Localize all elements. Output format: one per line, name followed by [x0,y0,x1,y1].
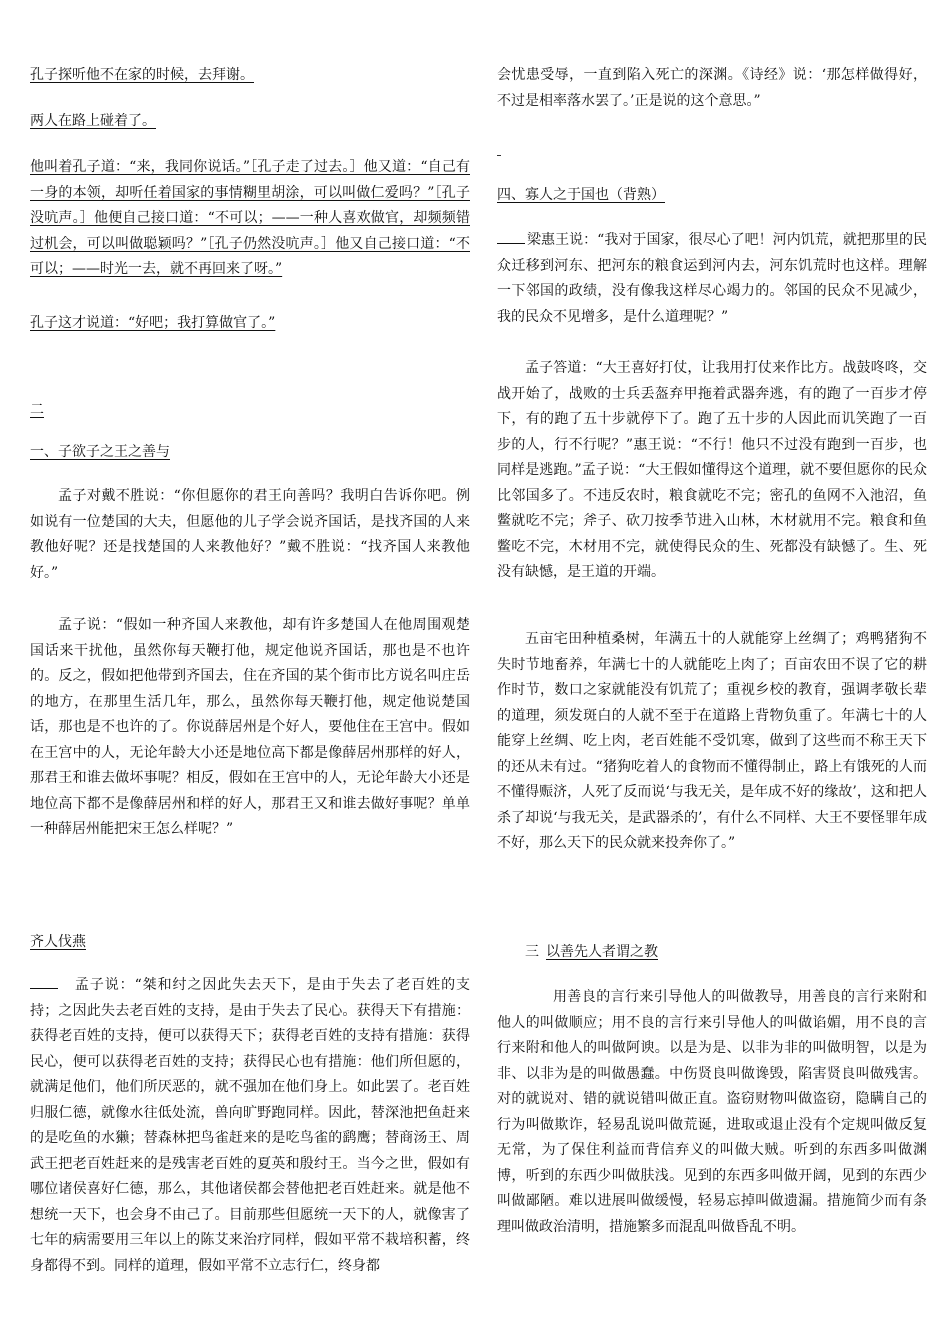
right-paragraph-5: 用善良的言行来引导他人的叫做教导，用善良的言行来附和他人的叫做顺应；用不良的言行来引导他人的叫做谄媚，用不良的言行来附和他人的叫做阿谀。以是为是、以非为非的叫做明智，以是为非、以非为是的叫做愚蠢。中伤贤良叫做谗毁，陷害贤良叫做残害。对的就说对、错的就说错叫做正直。盗窃财物叫做盗窃，隐瞒自己的行为叫做欺诈，轻易乱说叫做荒诞，进取或退止没有个定规叫做反复无常，为了保住利益而背信弃义的叫做大贼。听到的东西多叫做渊博，听到的东西少叫做肤浅。见到的东西多叫做开阔，见到的东西少叫做鄙陋。难以进展叫做缓慢，轻易忘掉叫做遗漏。措施简少而有条理叫做政治清明，措施繁多而混乱叫做昏乱不明。 [497,989,927,1235]
section-mark: 二 [30,402,44,418]
left-paragraph-1: 孔子探听他不在家的时候，去拜谢。 [30,67,254,83]
heading-qi-ren-fa-yan: 齐人伐燕 [30,934,86,950]
right-paragraph-2-text: 梁惠王说：“我对于国家，很尽心了吧！河内饥荒，就把那里的民众迁移到河东、把河东的粮食运到河内去，河东饥荒时也这样。理解一下邻国的政绩，没有像我这样尽心竭力的。邻国的民众不见减少，我的民众不见增多，是什么道理呢？” [497,232,927,325]
right-paragraph-2 [497,228,927,330]
blank-line [30,975,58,989]
left-paragraph-7-text: 孟子说：“桀和纣之因此失去天下，是由于失去了老百姓的支持；之因此失去老百姓的支持，是由于失去了民心。获得天下有措施：获得老百姓的支持，便可以获得天下；获得老百姓的支持有措施：获得民心，便可以获得老百姓的支持；获得民心也有措施：他们所但愿的，就满足他们，他们所厌恶的，就不强加在他们身上。如此罢了。老百姓归服仁德，就像水往低处流，兽向旷野跑同样。因此，替深池把鱼赶来的是吃鱼的水獭；替森林把鸟雀赶来的是吃鸟雀的鹞鹰；替商汤王、周武王把老百姓赶来的是残害老百姓的夏英和殷纣王。当今之世，假如有哪位诸侯喜好仁德，那么，其他诸侯都会替他把老百姓赶来。就是他不想统一天下，也会身不由己了。目前那些但愿统一天下的人，就像害了七年的病需要用三年以上的陈艾来治疗同样，假如平常不栽培积蓄，终身都得不到。同样的道理，假如平常不立志行仁，终身都 [30,977,470,1274]
stray-mark [497,155,501,156]
heading-yi-shan-xian-ren [497,940,927,966]
left-paragraph-2: 两人在路上碰着了。 [30,113,156,129]
right-paragraph-4: 五亩宅田种植桑树，年满五十的人就能穿上丝绸了；鸡鸭猪狗不失时节地畜养，年满七十的人就能吃上肉了；百亩农田不误了它的耕作时节，数口之家就能没有饥荒了；重视乡校的教育，强调孝敬长辈的道理，须发斑白的人就不至于在道路上背物负重了。年满七十的人能穿上丝绸、吃上肉，老百姓能不受饥寒，做到了这些而不称王天下的还从未有过。“猪狗吃着人的食物而不懂得制止，路上有饿死的人而不懂得赈济，人死了反而说‘与我无关，是年成不好的缘故’，这和把人杀了却说‘与我无关，是武器杀的’，有什么不同样、大王不要怪罪年成不好，那么天下的民众就来投奔你了。” [497,631,927,851]
left-paragraph-4: 孔子这才说道：“好吧；我打算做官了。” [30,315,276,331]
heading-number: 三 [525,944,539,960]
heading-zi-yu-zi-zhi-wang: 一、子欲子之王之善与 [30,444,170,460]
left-paragraph-6: 孟子说：“假如一种齐国人来教他，却有许多楚国人在他周围观楚国话来干扰他，虽然你每天鞭打他，规定他说齐国话，那也是不也许的。反之，假如把他带到齐国去，住在齐国的某个街市比方说名叫庄岳的地方，在那里生活几年，那么，虽然你每天鞭打他，规定他说楚国话，那也是不也许的了。你说薛居州是个好人，要他住在王宫中。假如在王宫中的人，无论年龄大小还是地位高下都是像薛居州那样的好人，那君王和谁去做坏事呢？相反，假如在王宫中的人，无论年龄大小还是地位高下都不是像薛居州和样的好人，那君王又和谁去做好事呢？单单一种薛居州能把宋王怎么样呢？” [30,617,470,837]
right-paragraph-3: 孟子答道：“大王喜好打仗，让我用打仗来作比方。战鼓咚咚，交战开始了，战败的士兵丢盔弃甲拖着武器奔逃，有的跑了一百步才停下，有的跑了五十步就停下了。跑了五十步的人因此而讥笑跑了一百步的人，行不行呢？”惠王说：“不行！他只不过没有跑到一百步，也同样是逃跑。”孟子说：“大王假如懂得这个道理，就不要但愿你的民众比邻国多了。不违反农时，粮食就吃不完；密孔的鱼网不入池沼，鱼鳖就吃不完；斧子、砍刀按季节进入山林，木材就用不完。粮食和鱼鳖吃不完，木材用不完，就使得民众的生、死都没有缺憾了。生、死没有缺憾，是王道的开端。 [497,360,927,580]
heading-gua-ren-zhi-yu-guo: 四、寡人之于国也（背熟） [497,187,665,203]
left-paragraph-7 [30,973,470,1279]
right-paragraph-1: 会忧患受辱，一直到陷入死亡的深渊。《诗经》说：‘那怎样做得好，不过是相率落水罢了。’正是说的这个意思。” [497,67,927,109]
left-paragraph-5: 孟子对戴不胜说：“你但愿你的君王向善吗？我明白告诉你吧。例如说有一位楚国的大夫，但愿他的儿子学会说齐国话，是找齐国的人来教他好呢？还是找楚国的人来教他好？”戴不胜说：“找齐国人来教他好。” [30,488,470,581]
left-paragraph-3: 他叫着孔子道：“来，我同你说话。”［孔子走了过去。］他又道：“自己有一身的本领，却听任着国家的事情糊里胡涂，可以叫做仁爱吗？”［孔子没吭声。］他便自己接口道：“不可以；——一种人喜欢做官，却频频错过机会，可以叫做聪颖吗？”［孔子仍然没吭声。］他又自己接口道：“不可以；——时光一去，就不再回来了呀。” [30,159,470,277]
heading-text: 以善先人者谓之教 [546,944,658,960]
blank-line [497,230,525,244]
